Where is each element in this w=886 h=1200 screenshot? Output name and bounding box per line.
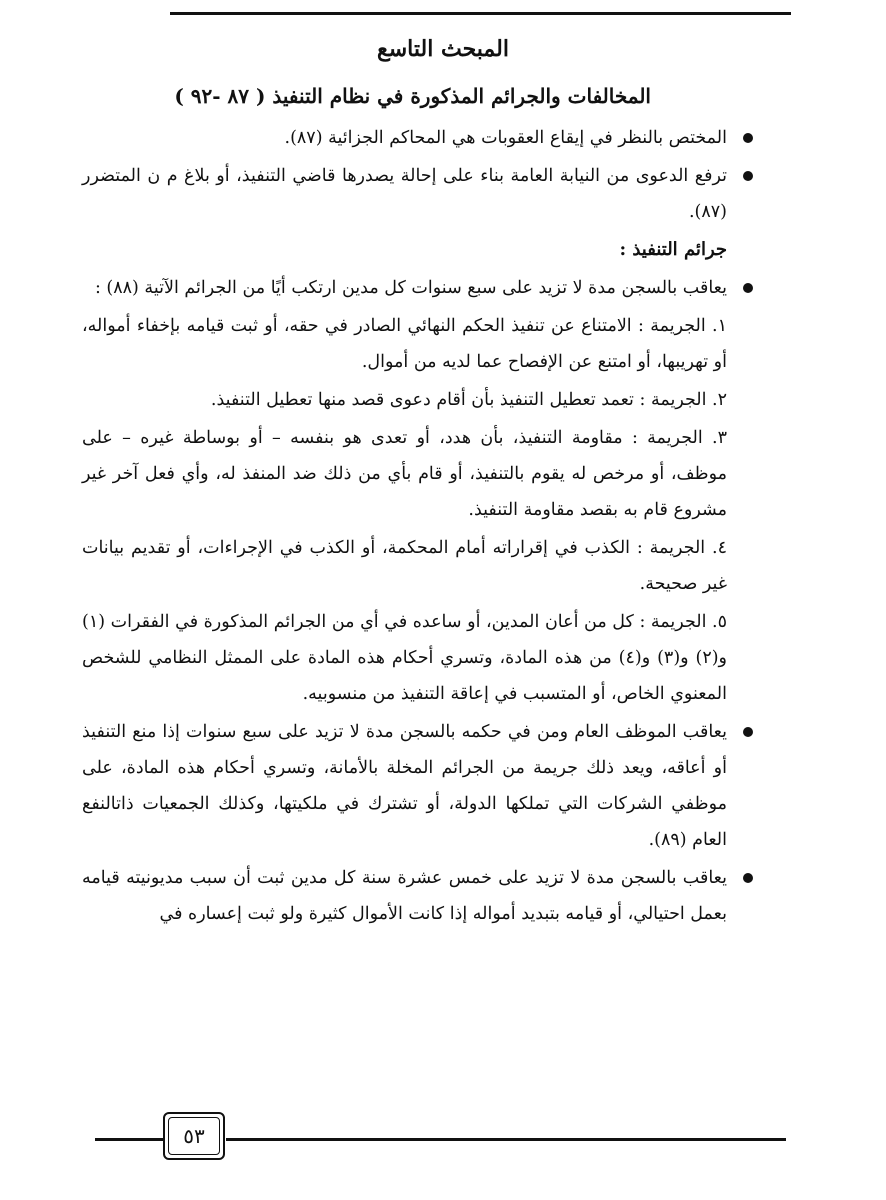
bullet-paragraph: ترفع الدعوى من النيابة العامة بناء على إحالة يصدرها قاضي التنفيذ، أو بلاغ م ن المتضرر (٨٧). (82, 158, 727, 230)
crime-item: ٢. الجريمة : تعمد تعطيل التنفيذ بأن أقام دعوى قصد منها تعطيل التنفيذ. (210, 390, 727, 410)
crimes-intro-paragraph: يعاقب بالسجن مدة لا تزيد على سبع سنوات كل مدين ارتكب أيًا من الجرائم الآتية (٨٨) : (82, 270, 727, 306)
top-divider (170, 12, 791, 15)
bullet-paragraph: المختص بالنظر في إيقاع العقوبات هي المحاكم الجزائية (٨٧). (82, 120, 727, 156)
bullet-paragraph: يعاقب الموظف العام ومن في حكمه بالسجن مدة لا تزيد على سبع سنوات إذا منع التنفيذ أو أعاقه، ويعد ذلك جريمة من الجرائم المخلة بالأمانة، وتسري أحكام هذه المادة، على موظفي الشركات التي تملكها الدولة، أو تشترك في ملكيتها، وكذلك الجمعيات ذاتالنفع العام (٨٩). (82, 714, 727, 858)
bullet-paragraph: يعاقب بالسجن مدة لا تزيد على خمس عشرة سنة كل مدين ثبت أن سبب مديونيته قيامه بعمل احتيالي، أو قيامه بتبديد أمواله إذا كانت الأموال كثيرة ولو ثبت إعساره في (82, 860, 727, 932)
footer-divider-left (95, 1138, 165, 1141)
crime-item: ٥. الجريمة : كل من أعان المدين، أو ساعده في أي من الجرائم المذكورة في الفقرات (١) و(٢) و(٣) و(٤) من هذه المادة، وتسري أحكام هذه المادة على الممثل النظامي للشخص المعنوي الخاص، أو المتسبب في إعاقة التنفيذ من منسوبيه. (82, 612, 727, 704)
footer-divider-right (226, 1138, 786, 1141)
crime-item: ٤. الجريمة : الكذب في إقراراته أمام المحكمة، أو الكذب في الإجراءات، أو تقديم بيانات غير صحيحة. (82, 538, 727, 594)
crime-item: ٣. الجريمة : مقاومة التنفيذ، بأن هدد، أو تعدى هو بنفسه – أو بوساطة غيره – على موظف، أو مرخص له يقوم بالتنفيذ، أو قام بأي من ذلك ضد المنفذ له، وأي فعل آخر غير مشروع قام به بقصد مقاومة التنفيذ. (82, 428, 727, 520)
page-number-frame (163, 1112, 225, 1160)
section-title: المبحث التاسع (377, 36, 509, 62)
section-subtitle: المخالفات والجرائم المذكورة في نظام التنفيذ ( ٨٧ -٩٢ ) (174, 84, 651, 108)
crimes-heading: جرائم التنفيذ : (619, 239, 727, 260)
body-text (82, 120, 727, 934)
page-number: ٥٣ (168, 1117, 220, 1155)
crime-item: ١. الجريمة : الامتناع عن تنفيذ الحكم النهائي الصادر في حقه، أو ثبت قيامه بإخفاء أمواله، أو تهريبها، أو امتنع عن الإفصاح عما لديه من أموال. (82, 316, 727, 372)
